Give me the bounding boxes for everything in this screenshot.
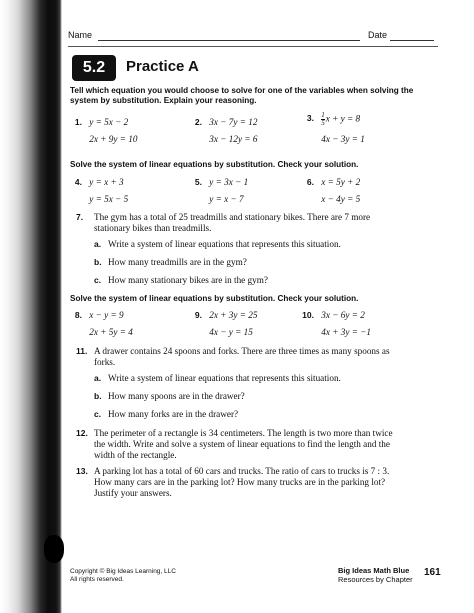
date-label: Date	[368, 30, 388, 40]
problem-number: 10.	[302, 310, 314, 320]
resources-text: Resources by Chapter	[338, 575, 413, 584]
question-7c: c. How many stationary bikes are in the gym?	[94, 275, 268, 285]
question-text: A parking lot has a total of 60 cars and trucks. The ratio of cars to trucks is 7 : 3. How many cars are in the parking lot? How many trucks are in the parking lot? Justify your answers.	[94, 466, 390, 498]
section-number-badge: 5.2	[72, 55, 116, 81]
part3-instructions: Solve the system of linear equations by substitution. Check your solution.	[70, 294, 359, 303]
subquestion-text: How many spoons are in the drawer?	[108, 391, 245, 401]
equation: 2x + 9y = 10	[89, 134, 138, 144]
date-line[interactable]	[390, 40, 434, 41]
equation: 4x − 3y = 1	[321, 134, 365, 144]
problem-4	[68, 176, 128, 210]
problem-number: 4.	[74, 177, 82, 187]
problem-number: 6.	[306, 177, 314, 187]
problem-number: 8.	[74, 310, 82, 320]
book-info	[338, 566, 413, 584]
subquestion-text: Write a system of linear equations that represents this situation.	[108, 373, 341, 383]
scan-edge	[0, 0, 62, 613]
scan-speck	[44, 535, 64, 563]
subquestion-text: How many forks are in the drawer?	[108, 409, 239, 419]
equation: 4x + 3y = −1	[321, 327, 372, 337]
page-number: 161	[424, 567, 441, 578]
equation: $\frac{1}{5}$ x + y = 8	[321, 111, 361, 127]
question-text: A drawer contains 24 spoons and forks. There are three times as many spoons as forks.	[94, 346, 390, 367]
equation: 3x − 12y = 6	[209, 134, 258, 144]
problem-6	[300, 176, 360, 210]
problem-1	[68, 116, 137, 150]
equation: x = 5y + 2	[321, 177, 361, 187]
name-line[interactable]	[98, 40, 360, 41]
question-text: The gym has a total of 25 treadmills and stationary bikes. There are 7 more stationary bikes than treadmills.	[94, 212, 371, 233]
problem-number: 13.	[76, 466, 88, 476]
equation: y = 5x − 5	[89, 194, 129, 204]
equation: 3x − 6y = 2	[321, 310, 365, 320]
question-11b: b. How many spoons are in the drawer?	[94, 391, 245, 401]
name-label: Name	[68, 30, 93, 40]
equation: 3x − 7y = 12	[209, 117, 258, 127]
fraction: $\frac{1}{5}$	[321, 111, 325, 127]
question-7	[76, 212, 394, 234]
equation: 2x + 5y = 4	[89, 327, 133, 337]
question-7a: a. Write a system of linear equations that represents this situation.	[94, 239, 341, 249]
equation: 2x + 3y = 25	[209, 310, 258, 320]
subquestion-text: Write a system of linear equations that represents this situation.	[108, 239, 341, 249]
question-7b: b. How many treadmills are in the gym?	[94, 257, 247, 267]
question-12	[76, 428, 394, 461]
part1-instructions: Tell which equation you would choose to solve for one of the variables when solving the system by substitution. Explain your reasoning.	[70, 86, 414, 105]
worksheet-page	[68, 0, 468, 613]
question-11c: c. How many forks are in the drawer?	[94, 409, 239, 419]
question-13	[76, 466, 394, 499]
problem-number: 7.	[76, 212, 84, 222]
part2-instructions: Solve the system of linear equations by substitution. Check your solution.	[70, 160, 359, 169]
copyright-text: Copyright © Big Ideas Learning, LLC	[70, 568, 176, 575]
problem-3	[300, 112, 365, 150]
problem-2	[188, 116, 257, 150]
problem-5	[188, 176, 248, 210]
header-rule	[68, 46, 438, 47]
question-text: The perimeter of a rectangle is 34 centimeters. The length is two more than twice the width. Write and solve a system of linear equations to find the length and the width of the rectangle.	[94, 428, 393, 460]
equation: y = 3x − 1	[209, 177, 249, 187]
subquestion-text: How many treadmills are in the gym?	[108, 257, 247, 267]
problem-8	[68, 309, 133, 343]
problem-number: 5.	[194, 177, 202, 187]
problem-number: 3.	[306, 113, 314, 123]
problem-number: 1.	[74, 117, 82, 127]
question-11	[76, 346, 394, 368]
problem-number: 11.	[76, 346, 88, 356]
equation: y = 5x − 2	[89, 117, 129, 127]
section-title: Practice A	[126, 58, 199, 75]
book-title: Big Ideas Math Blue	[338, 566, 410, 575]
rights-text: All rights reserved.	[70, 576, 124, 583]
problem-10	[296, 309, 371, 343]
equation: y = x + 3	[89, 177, 124, 187]
problem-number: 12.	[76, 428, 88, 438]
problem-9	[188, 309, 257, 343]
question-11a: a. Write a system of linear equations that represents this situation.	[94, 373, 341, 383]
equation: 4x − y = 15	[209, 327, 253, 337]
problem-number: 2.	[194, 117, 202, 127]
equation: y = x − 7	[209, 194, 244, 204]
subquestion-text: How many stationary bikes are in the gym?	[108, 275, 268, 285]
problem-number: 9.	[194, 310, 202, 320]
copyright-block	[70, 568, 176, 584]
equation: x − y = 9	[89, 310, 124, 320]
equation: x − 4y = 5	[321, 194, 361, 204]
